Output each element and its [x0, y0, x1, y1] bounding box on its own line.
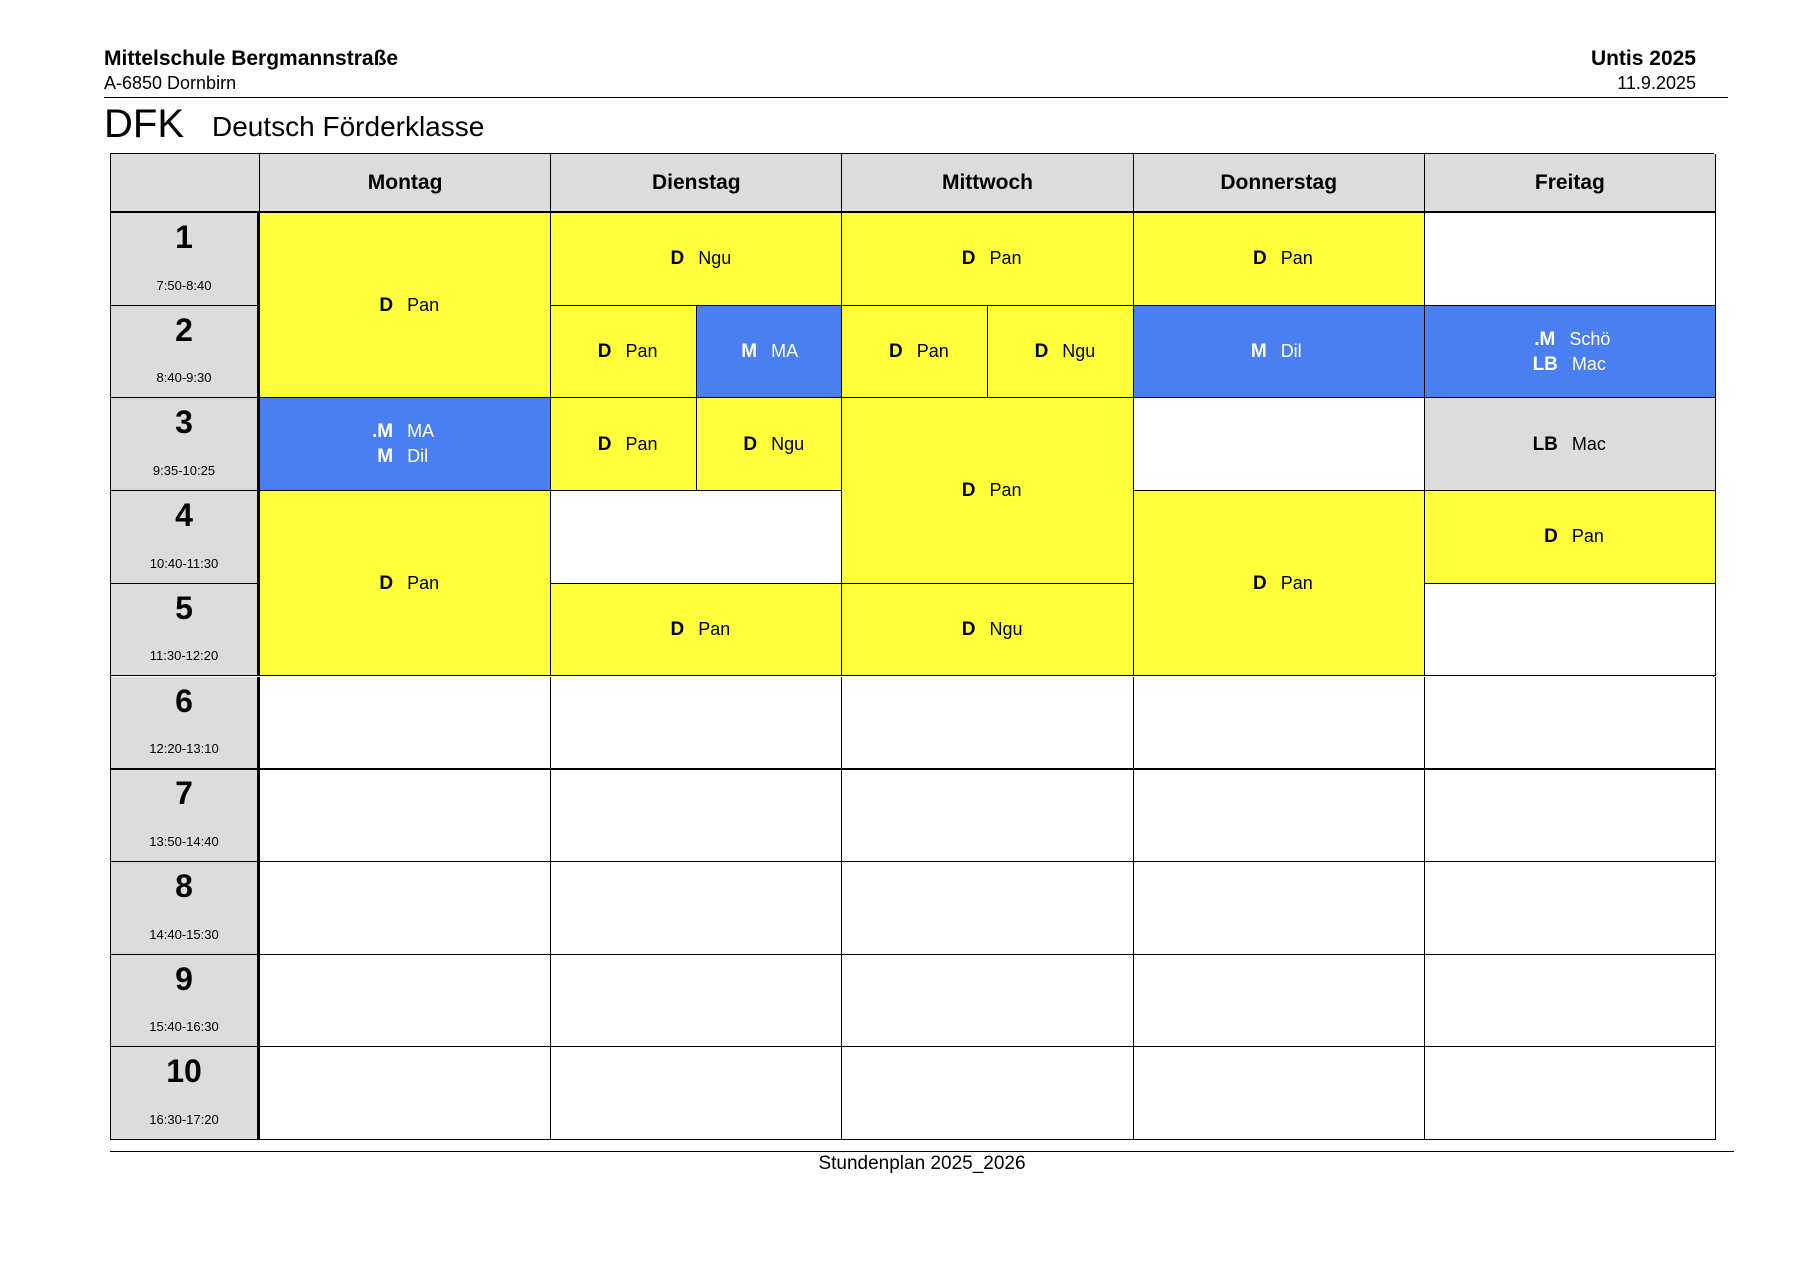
lesson-block: [842, 213, 1133, 306]
day-header-dienstag: Dienstag: [551, 154, 842, 213]
class-code: DFK: [104, 102, 184, 146]
lesson-entry: [585, 339, 661, 364]
period-cell: [111, 584, 260, 677]
teacher-code: Ngu: [771, 433, 805, 454]
lesson-block: [697, 398, 843, 491]
lesson-block: [842, 584, 1133, 677]
lesson-entry: [949, 246, 1025, 271]
subject-code: LB: [1532, 433, 1558, 455]
period-cell: [111, 491, 260, 584]
empty-slot: [842, 769, 1133, 862]
lesson-entry: [731, 432, 807, 457]
teacher-code: Schö: [1569, 328, 1611, 349]
subject-code: D: [961, 619, 976, 641]
day-header-freitag: Freitag: [1425, 154, 1716, 213]
empty-slot: [551, 677, 842, 770]
period-number: 6: [175, 682, 193, 719]
empty-slot: [842, 862, 1133, 955]
empty-slot: [551, 769, 842, 862]
subject-code: M: [377, 446, 394, 468]
lesson-block: [842, 398, 1133, 583]
period-time: 7:50-8:40: [156, 277, 212, 293]
period-time: 11:30-12:20: [149, 648, 219, 664]
period-number: 3: [175, 404, 193, 441]
teacher-code: Ngu: [1062, 341, 1096, 362]
lesson-block: [1134, 213, 1425, 306]
empty-slot: [1425, 862, 1716, 955]
day-header-montag: Montag: [260, 154, 551, 213]
empty-slot: [1425, 213, 1716, 306]
teacher-code: Dil: [407, 446, 429, 467]
class-name: Deutsch Förderklasse: [212, 111, 485, 142]
subject-code: D: [888, 341, 903, 363]
subject-code: D: [1034, 341, 1049, 363]
period-time: 8:40-9:30: [156, 370, 212, 386]
period-number: 5: [175, 589, 193, 626]
lesson-block: [697, 306, 843, 399]
subject-code: D: [743, 433, 758, 455]
subject-code: .M: [371, 421, 394, 443]
lesson-block: [260, 491, 551, 676]
period-cell: [111, 677, 260, 770]
subject-code: D: [597, 341, 612, 363]
day-header-donnerstag: Donnerstag: [1134, 154, 1425, 213]
lesson-block: [551, 584, 842, 677]
lesson-block: [1134, 491, 1425, 676]
period-time: 9:35-10:25: [152, 463, 216, 479]
footer-text: Stundenplan 2025_2026: [818, 1153, 1026, 1174]
period-time: 10:40-11:30: [149, 555, 219, 571]
empty-slot: [1134, 862, 1425, 955]
teacher-code: Mac: [1571, 433, 1606, 454]
subject-code: M: [1250, 341, 1267, 363]
teacher-code: MA: [407, 421, 435, 442]
teacher-code: Pan: [989, 480, 1022, 501]
subject-code: D: [670, 248, 685, 270]
period-cell: [111, 955, 260, 1048]
teacher-code: Mac: [1571, 353, 1606, 374]
subject-code: D: [379, 294, 394, 316]
lesson-block: [1425, 491, 1716, 584]
lesson-entry: [1022, 339, 1098, 364]
subject-code: D: [961, 480, 976, 502]
lesson-block: [551, 213, 842, 306]
teacher-code: Pan: [407, 294, 440, 315]
empty-slot: [551, 862, 842, 955]
teacher-code: Pan: [1280, 248, 1313, 269]
timetable-grid: [110, 153, 1714, 1140]
print-date: 11.9.2025: [1617, 73, 1696, 93]
empty-slot: [1134, 398, 1425, 491]
period-cell: [111, 862, 260, 955]
subject-code: D: [597, 433, 612, 455]
lesson-entry: [1241, 246, 1317, 271]
subject-code: D: [379, 572, 394, 594]
subject-code: D: [961, 248, 976, 270]
teacher-code: MA: [771, 341, 799, 362]
period-number: 8: [175, 867, 193, 904]
empty-slot: [260, 769, 551, 862]
period-number: 4: [175, 497, 193, 534]
lesson-block: [551, 306, 697, 399]
lesson-entry: [1532, 524, 1608, 549]
period-time: 16:30-17:20: [149, 1111, 219, 1127]
teacher-code: Pan: [625, 341, 658, 362]
subject-code: D: [1544, 526, 1558, 548]
lesson-block: [1425, 306, 1716, 399]
lesson-entry: [1532, 432, 1608, 457]
school-name: Mittelschule Bergmannstraße: [104, 47, 399, 70]
lesson-entry: [1529, 327, 1610, 352]
lesson-entry: [1532, 352, 1608, 377]
empty-slot: [1425, 677, 1716, 770]
lesson-entry: [658, 617, 734, 642]
teacher-code: Pan: [698, 619, 731, 640]
teacher-code: Pan: [407, 572, 440, 593]
empty-slot: [260, 677, 551, 770]
lesson-block: [551, 398, 697, 491]
empty-slot: [1134, 677, 1425, 770]
teacher-code: Ngu: [989, 619, 1023, 640]
period-number: 7: [175, 775, 193, 812]
empty-slot: [260, 862, 551, 955]
lesson-block: [260, 398, 551, 491]
empty-slot: [1134, 1047, 1425, 1140]
empty-slot: [1425, 955, 1716, 1048]
empty-slot: [842, 1047, 1133, 1140]
lesson-entry: [367, 419, 443, 444]
subject-code: LB: [1532, 353, 1558, 375]
period-number: 1: [175, 219, 193, 255]
footer-divider: [110, 1151, 1734, 1152]
software-version: Untis 2025: [1590, 47, 1696, 70]
lesson-block: [988, 306, 1134, 399]
lesson-entry: [1241, 571, 1317, 596]
empty-slot: [260, 1047, 551, 1140]
period-number: 10: [166, 1053, 202, 1090]
lesson-entry: [367, 571, 443, 596]
teacher-code: Pan: [625, 433, 658, 454]
period-cell: [111, 213, 260, 306]
day-header-mittwoch: Mittwoch: [842, 154, 1133, 213]
subject-code: D: [1252, 248, 1267, 270]
lesson-block: [1134, 306, 1425, 399]
lesson-entry: [367, 444, 443, 469]
empty-slot: [1425, 1047, 1716, 1140]
subject-code: D: [1252, 572, 1267, 594]
period-cell: [111, 769, 260, 862]
lesson-entry: [1241, 339, 1317, 364]
empty-slot: [551, 1047, 842, 1140]
teacher-code: Dil: [1280, 341, 1302, 362]
subject-code: .M: [1534, 328, 1556, 350]
lesson-entry: [731, 339, 807, 364]
header-divider: [104, 97, 1728, 98]
teacher-code: Ngu: [698, 248, 732, 269]
empty-slot: [1134, 955, 1425, 1048]
lesson-entry: [877, 339, 953, 364]
school-address: A-6850 Dornbirn: [104, 73, 237, 93]
period-time: 14:40-15:30: [149, 926, 219, 942]
period-time: 13:50-14:40: [149, 833, 219, 849]
period-number: 9: [175, 960, 193, 997]
subject-code: D: [670, 619, 685, 641]
lesson-entry: [585, 432, 661, 457]
empty-slot: [1134, 769, 1425, 862]
break-divider: [111, 768, 1715, 770]
period-time: 12:20-13:10: [149, 741, 219, 757]
lesson-entry: [949, 478, 1025, 503]
teacher-code: Pan: [1571, 526, 1604, 547]
empty-slot: [842, 677, 1133, 770]
lesson-entry: [658, 246, 734, 271]
lesson-block: [842, 306, 988, 399]
empty-slot: [1425, 584, 1716, 677]
teacher-code: Pan: [989, 248, 1022, 269]
lesson-entry: [367, 293, 443, 318]
empty-slot: [842, 955, 1133, 1048]
period-cell: [111, 306, 260, 399]
period-time: 15:40-16:30: [149, 1019, 219, 1035]
empty-slot: [551, 491, 842, 584]
lesson-block: [1425, 398, 1716, 491]
empty-slot: [260, 955, 551, 1048]
teacher-code: Pan: [1280, 572, 1313, 593]
teacher-code: Pan: [916, 341, 949, 362]
period-cell: [111, 1047, 260, 1140]
lesson-entry: [949, 617, 1025, 642]
lesson-block: [260, 213, 551, 398]
corner-cell: [111, 154, 260, 213]
period-number: 2: [175, 311, 193, 348]
subject-code: M: [741, 341, 758, 363]
empty-slot: [1425, 769, 1716, 862]
empty-slot: [551, 955, 842, 1048]
period-cell: [111, 398, 260, 491]
